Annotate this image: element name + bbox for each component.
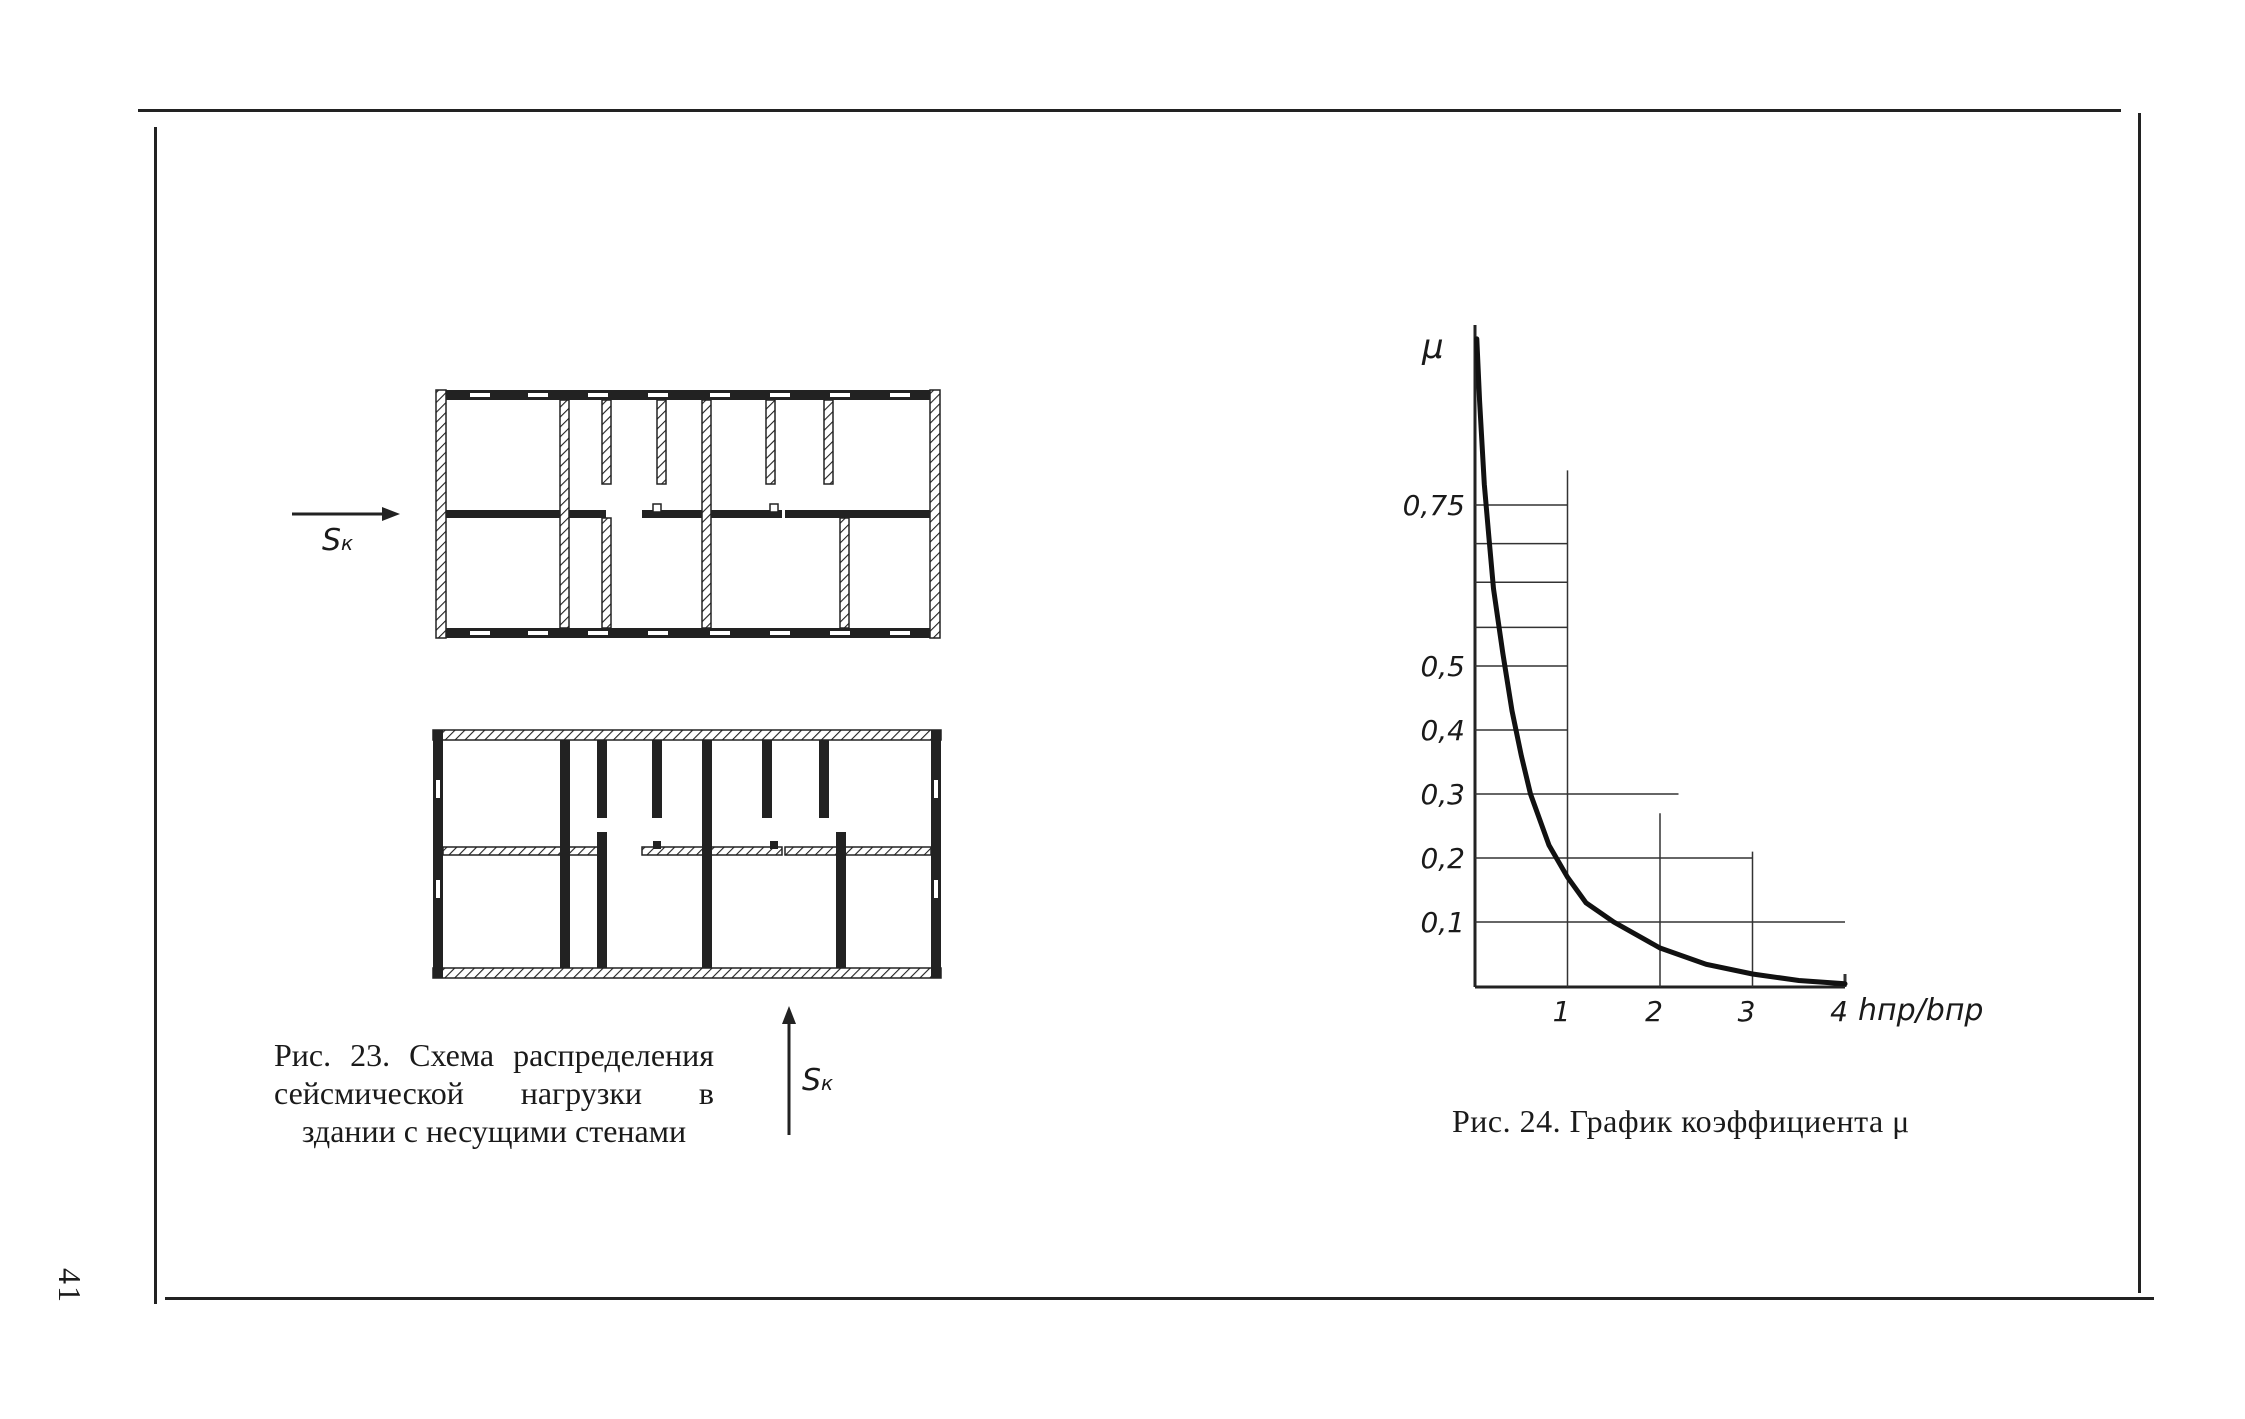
bottom-rule [165,1297,2154,1300]
svg-text:Sк: Sк [322,523,354,558]
right-rule [2138,113,2141,1293]
y-tick-label: 0,75 [1402,489,1465,522]
x-axis-label: hпр/bпр [1858,993,1984,1028]
y-tick-label: 0,4 [1420,714,1465,747]
y-tick-label: 0,3 [1420,778,1465,811]
grid [1475,470,1845,987]
y-tick-label: 0,5 [1420,650,1465,683]
left-rule [154,127,157,1304]
force-arrow-vertical [782,1006,833,1135]
y-axis-label: μ [1422,327,1444,367]
x-tick-label: 3 [1737,995,1756,1028]
x-tick-labels [1553,995,1848,1028]
x-tick-label: 1 [1552,995,1571,1028]
y-tick-label: 0,2 [1420,842,1465,875]
plan-top [436,390,940,638]
y-tick-label: 0,1 [1420,906,1465,939]
force-arrow-horizontal [292,507,400,558]
figure-24-graph [1380,300,2020,1040]
x-tick-label: 4 [1830,995,1848,1028]
plan-bottom [433,730,941,978]
page-number: 41 [52,1268,88,1304]
figure-23-caption: Рис. 23. Схема распределения сейсмической нагрузки в здании с несущими стенами [274,1037,714,1149]
svg-text:Sк: Sк [802,1063,834,1098]
figure-24-caption: Рис. 24. График коэффициента μ [1452,1103,1910,1139]
mu-curve [1477,339,1845,984]
y-tick-labels [1403,489,1465,939]
top-rule [138,109,2121,112]
x-tick-label: 2 [1645,995,1663,1028]
